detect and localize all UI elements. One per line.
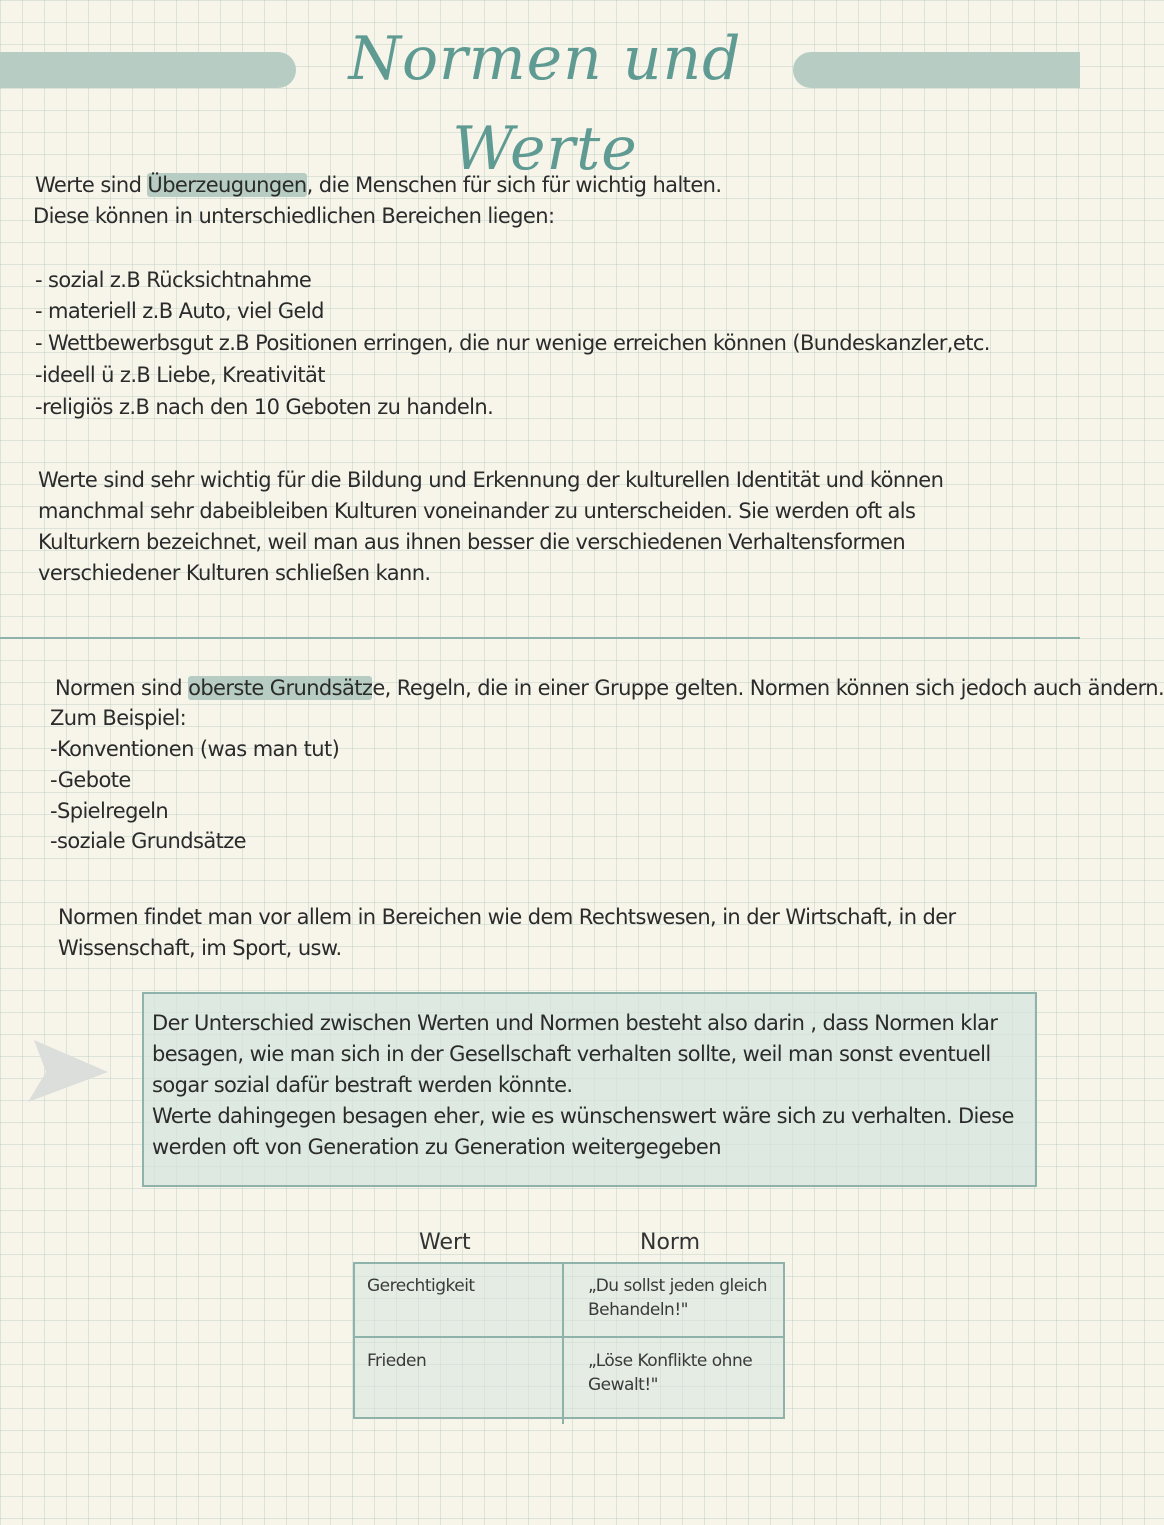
table-header-wert: Wert: [419, 1230, 471, 1255]
wert-norm-table: [353, 1262, 785, 1419]
summary-text-1: Der Unterschied zwischen Werten und Normen besteht also darin , dass Normen klar besagen, wie man sich in der Gesellschaft verhalten sollte, weil man sonst eventuell sogar sozial dafür bestraft werden könnte.: [152, 1011, 998, 1097]
normen-list-item: -soziale Grundsätze: [50, 829, 246, 853]
highlight-oberste-grundsaetze: oberste Grundsätz: [188, 676, 373, 700]
page-title: Normen und Werte: [348, 24, 742, 184]
normen-list-item: -Gebote: [50, 768, 131, 792]
werte-list-item: - sozial z.B Rücksichtnahme: [35, 268, 312, 292]
highlight-ueberzeugungen: Überzeugungen: [147, 173, 307, 197]
normen-list-item: -Spielregeln: [50, 799, 169, 823]
table-cell: Gerechtigkeit: [367, 1276, 475, 1296]
table-cell: Frieden: [367, 1351, 427, 1371]
table-header-norm: Norm: [640, 1230, 701, 1255]
werte-paragraph: Werte sind sehr wichtig für die Bildung und Erkennung der kulturellen Identität und können manchmal sehr dabeibleiben Kulturen voneinander zu unterscheiden. Sie werden oft als Kulturkern bezeichnet, weil man aus ihnen besser die verschiedenen Verhaltensformen verschiedener Kulturen schließen kann.: [38, 468, 944, 585]
werte-list-item: - materiell z.B Auto, viel Geld: [35, 299, 324, 323]
werte-list-item: - Wettbewerbsgut z.B Positionen erringen, die nur wenige erreichen können (Bundeskanzler,etc.: [35, 331, 990, 355]
summary-box: [142, 992, 1037, 1187]
normen-list-item: -Konventionen (was man tut): [50, 737, 340, 761]
werte-list-item: -religiös z.B nach den 10 Geboten zu handeln.: [35, 395, 494, 419]
werte-list-item: -ideell ü z.B Liebe, Kreativität: [35, 363, 325, 387]
table-divider-vertical: [562, 1264, 564, 1424]
summary-text-2: Werte dahingegen besagen eher, wie es wünschenswert wäre sich zu verhalten. Diese werden oft von Generation zu Generation weitergegeben: [152, 1104, 1014, 1159]
normen-paragraph: Normen findet man vor allem in Bereichen wie dem Rechtswesen, in der Wirtschaft, in der Wissenschaft, im Sport, usw.: [58, 905, 956, 960]
title-bar-left: [0, 52, 296, 88]
table-divider-horizontal: [355, 1336, 783, 1338]
table-cell: „Du sollst jeden gleich Behandeln!": [588, 1276, 768, 1320]
werte-intro-line2: Diese können in unterschiedlichen Bereichen liegen:: [33, 204, 555, 228]
title-bar-right: [793, 52, 1080, 88]
werte-intro: Werte sind Überzeugungen, die Menschen für sich für wichtig halten.: [35, 173, 722, 197]
table-cell: „Löse Konflikte ohne Gewalt!": [588, 1351, 753, 1395]
arrow-icon: [26, 1038, 110, 1104]
section-divider: [0, 637, 1080, 639]
normen-example-label: Zum Beispiel:: [50, 706, 187, 730]
normen-intro: Normen sind oberste Grundsätze, Regeln, die in einer Gruppe gelten. Normen können sich jedoch auch ändern.: [55, 676, 1164, 700]
